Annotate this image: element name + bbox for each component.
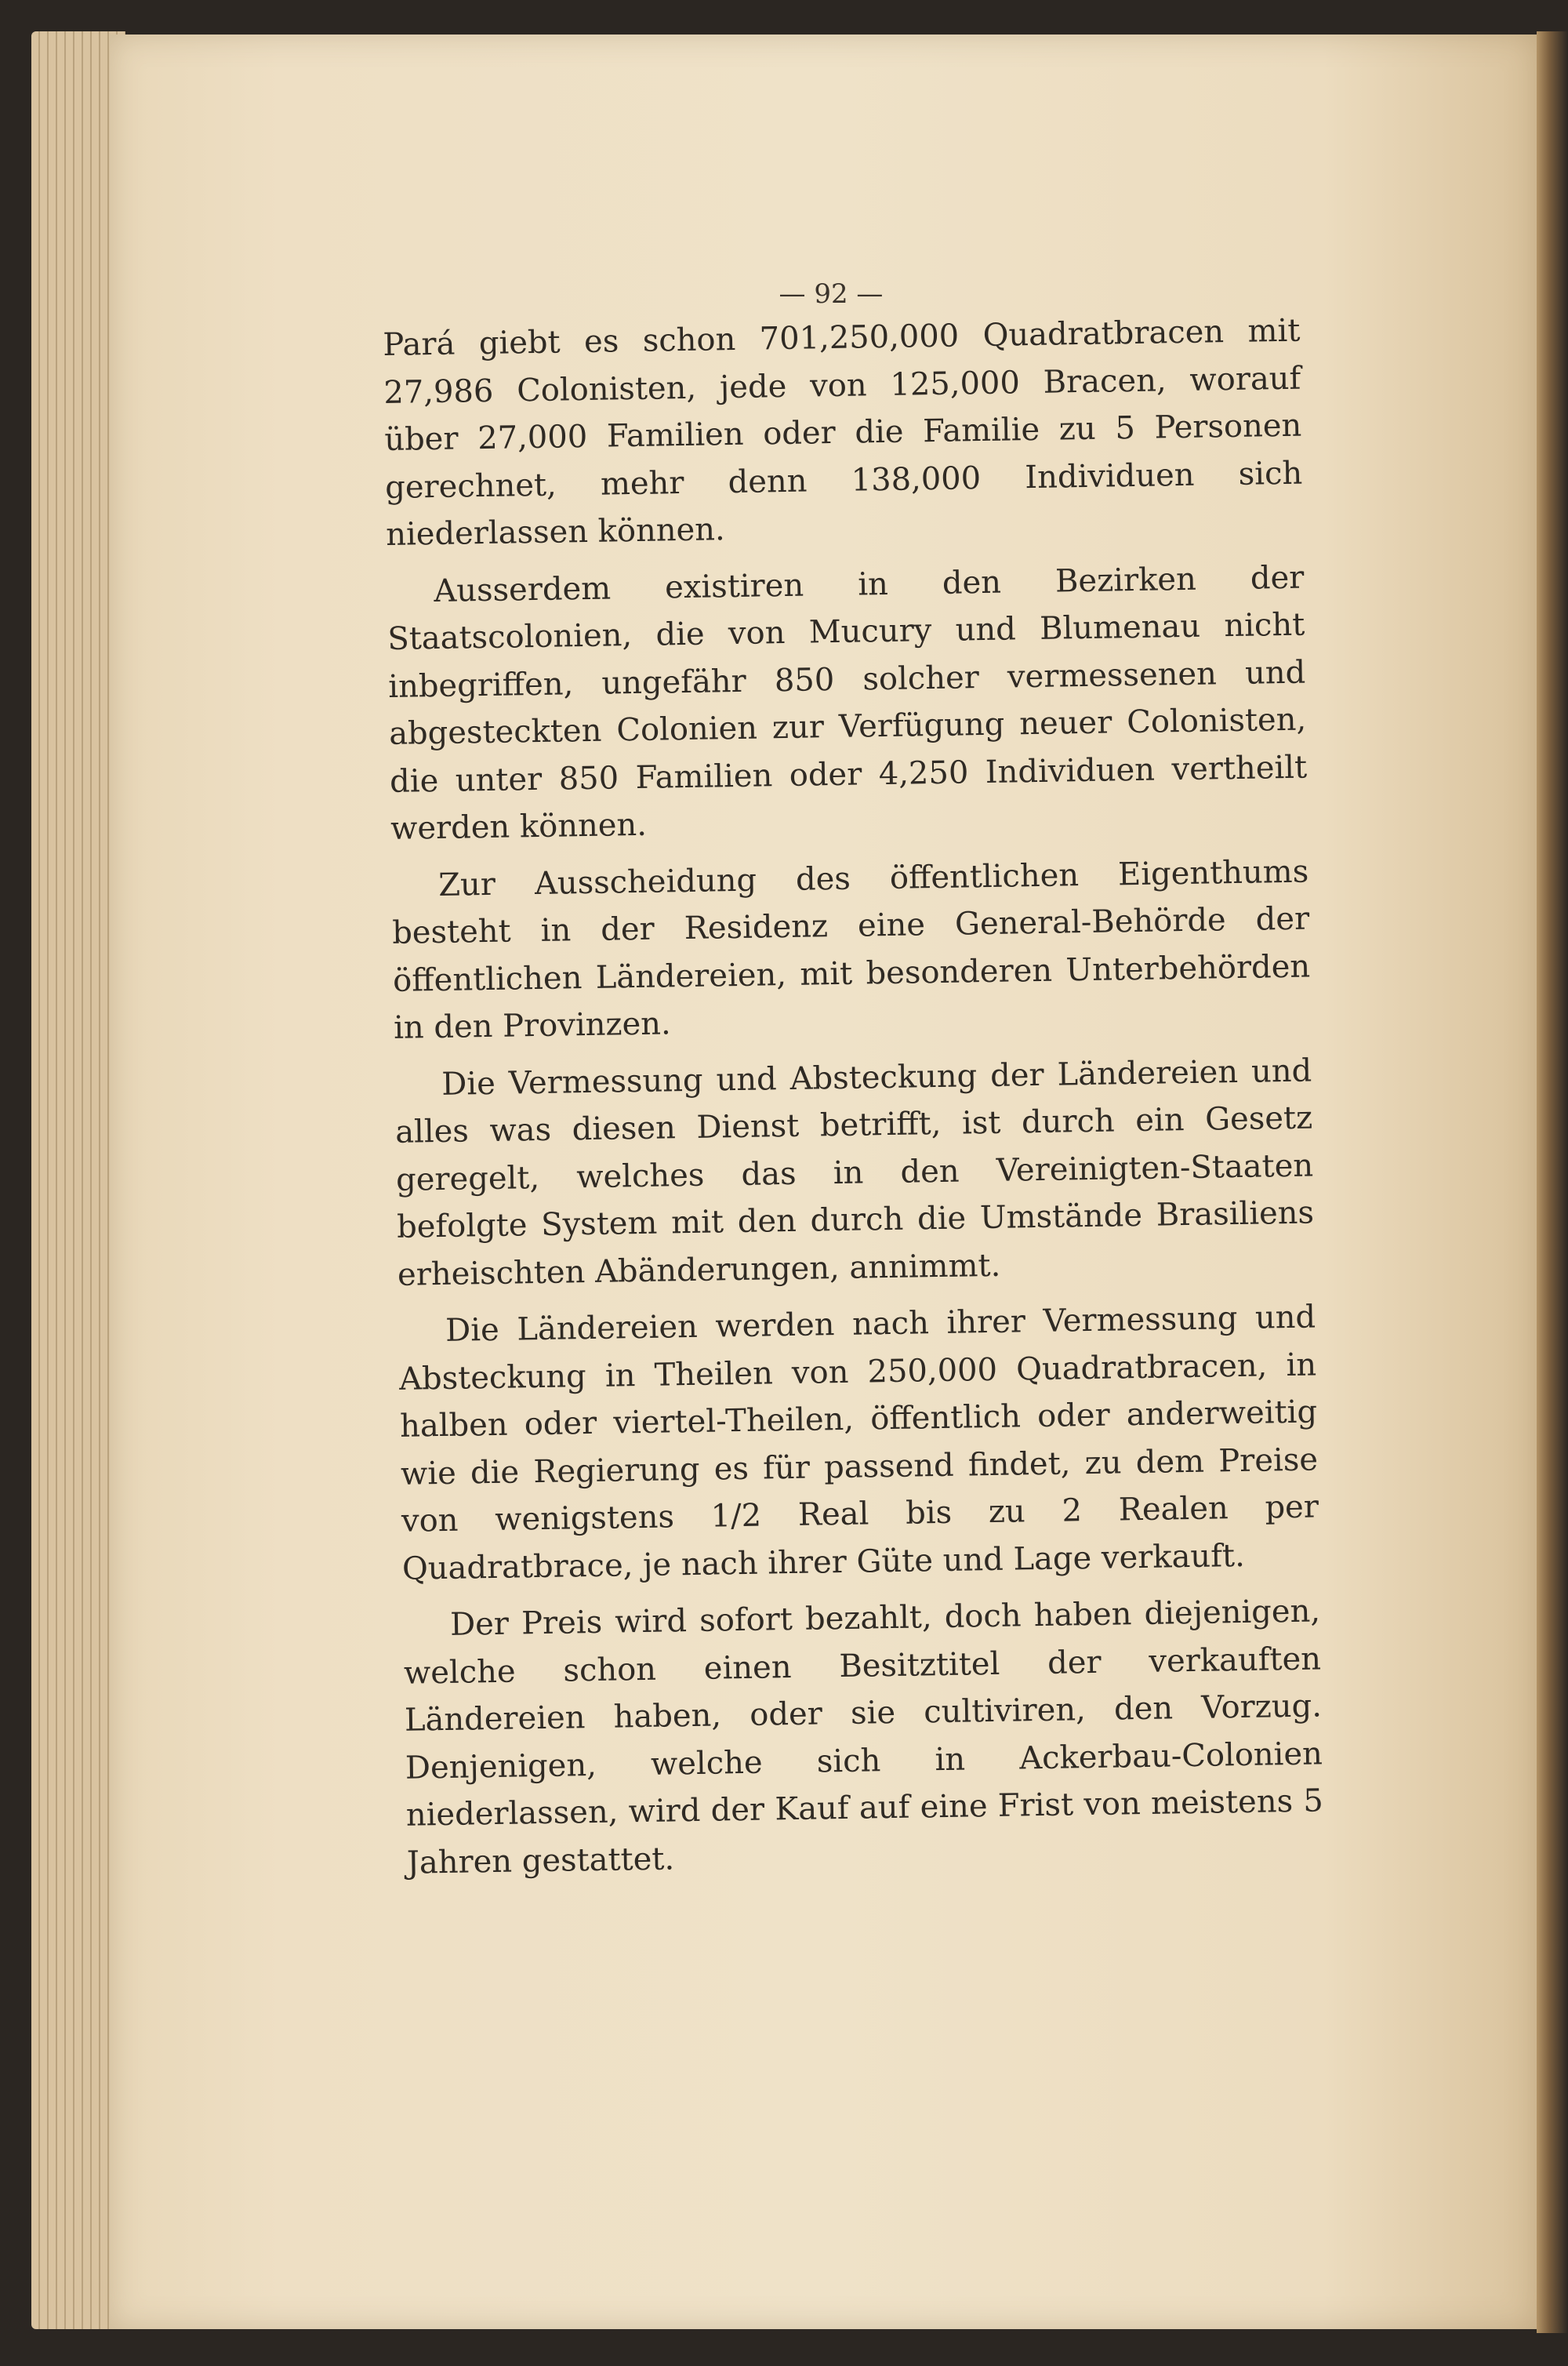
paragraph: Zur Ausscheidung des öffentlichen Eigenthums besteht in der Residenz eine General-Behörde der öffentlichen Ländereien, mit besonderen Unterbehörden in den Provinzen.: [391, 853, 1311, 1046]
paragraph: Die Ländereien werden nach ihrer Vermessung und Absteckung in Theilen von 250,000 Quadratbracen, in halben oder viertel-Theilen, öffentlich oder anderweitig wie die Regierung es für passend findet, zu dem Preise von wenigstens 1/2 Real bis zu 2 Realen per Quadratbrace, je nach ihrer Güte und Lage verkauft.: [398, 1299, 1319, 1587]
page-gutter: [1537, 31, 1568, 2333]
paragraph: Der Preis wird sofort bezahlt, doch haben diejenigen, welche schon einen Besitztitel der verkauften Ländereien haben, oder sie cultiviren, den Vorzug. Denjenigen, welche sich in Ackerbau-Colonien niederlassen, wird der Kauf auf eine Frist von meistens 5 Jahren gestattet.: [403, 1593, 1324, 1881]
paragraph: Pará giebt es schon 701,250,000 Quadratbracen mit 27,986 Colonisten, jede von 125,000 Bracen, worauf über 27,000 Familien oder die Familie zu 5 Personen gerechnet, mehr denn 138,000 Individuen sich niederlassen können.: [383, 312, 1303, 553]
paragraph: Ausserdem existiren in den Bezirken der Staatscolonien, die von Mucury und Blumenau nicht inbegriffen, ungefähr 850 solcher vermessenen und abgesteckten Colonien zur Verfügung neuer Colonisten, die unter 850 Familien oder 4,250 Individuen vertheilt werden können.: [387, 559, 1308, 847]
page-number: — 92 —: [779, 278, 884, 310]
body-text: [383, 307, 1324, 1896]
paragraph: Die Vermessung und Absteckung der Ländereien und alles was diesen Dienst betrifft, ist durch ein Gesetz geregelt, welches das in den Vereinigten-Staaten befolgte System mit den durch die Umstände Brasiliens erheischten Abänderungen, annimmt.: [394, 1052, 1315, 1293]
